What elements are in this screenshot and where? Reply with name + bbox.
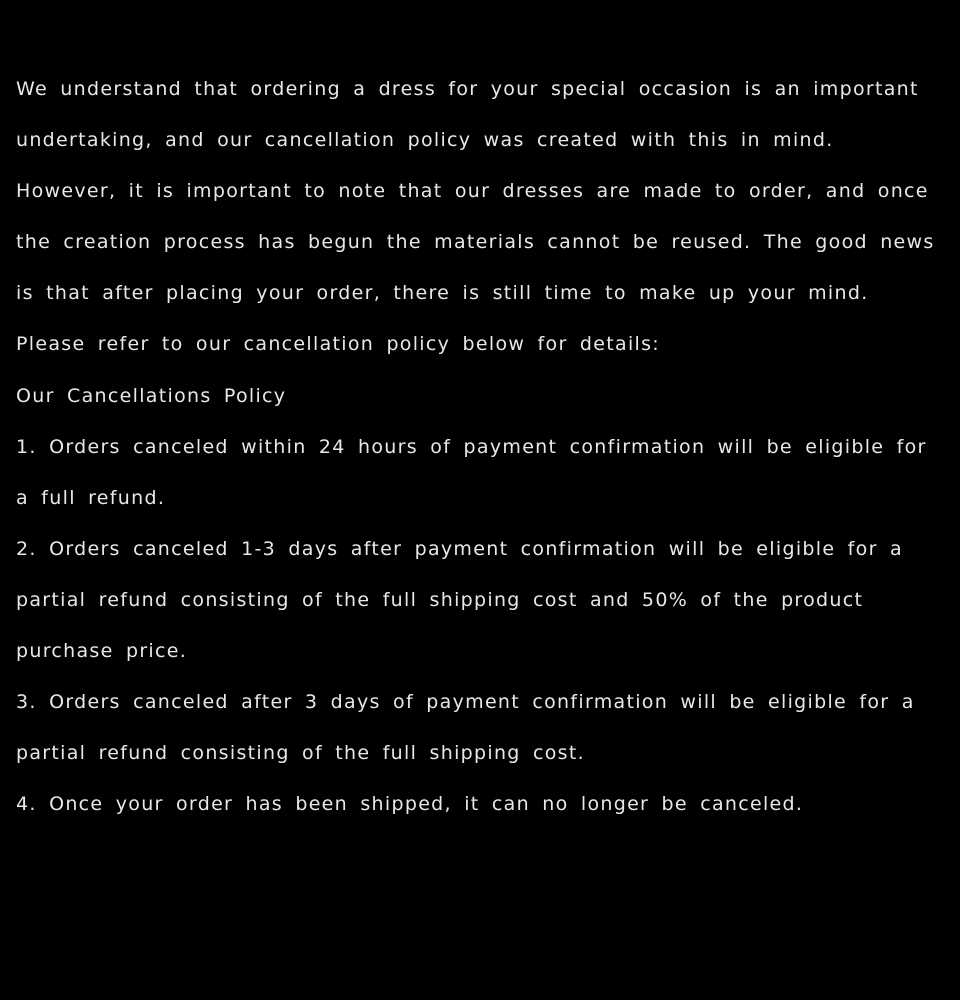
policy-item-2: 2. Orders canceled 1-3 days after payment confirmation will be eligible for a partial refund consisting of the full shipping cost and 50% of the product purchase price.: [16, 537, 903, 663]
policy-title: Our Cancellations Policy: [16, 384, 287, 407]
cancellation-policy: [16, 64, 944, 830]
policy-item-1: 1. Orders canceled within 24 hours of payment confirmation will be eligible for a full refund.: [16, 435, 927, 509]
policy-item-4: 4. Once your order has been shipped, it can no longer be canceled.: [16, 793, 804, 816]
intro-paragraph: We understand that ordering a dress for your special occasion is an important undertaking, and our cancellation policy was created with this in mind. However, it is important to note that our dresses are made to order, and once the creation process has begun the materials cannot be reused. The good news is that after placing your order, there is still time to make up your mind. Please refer to our cancellation policy below for details:: [16, 78, 935, 356]
policy-item-3: 3. Orders canceled after 3 days of payment confirmation will be eligible for a partial refund consisting of the full shipping cost.: [16, 691, 915, 765]
